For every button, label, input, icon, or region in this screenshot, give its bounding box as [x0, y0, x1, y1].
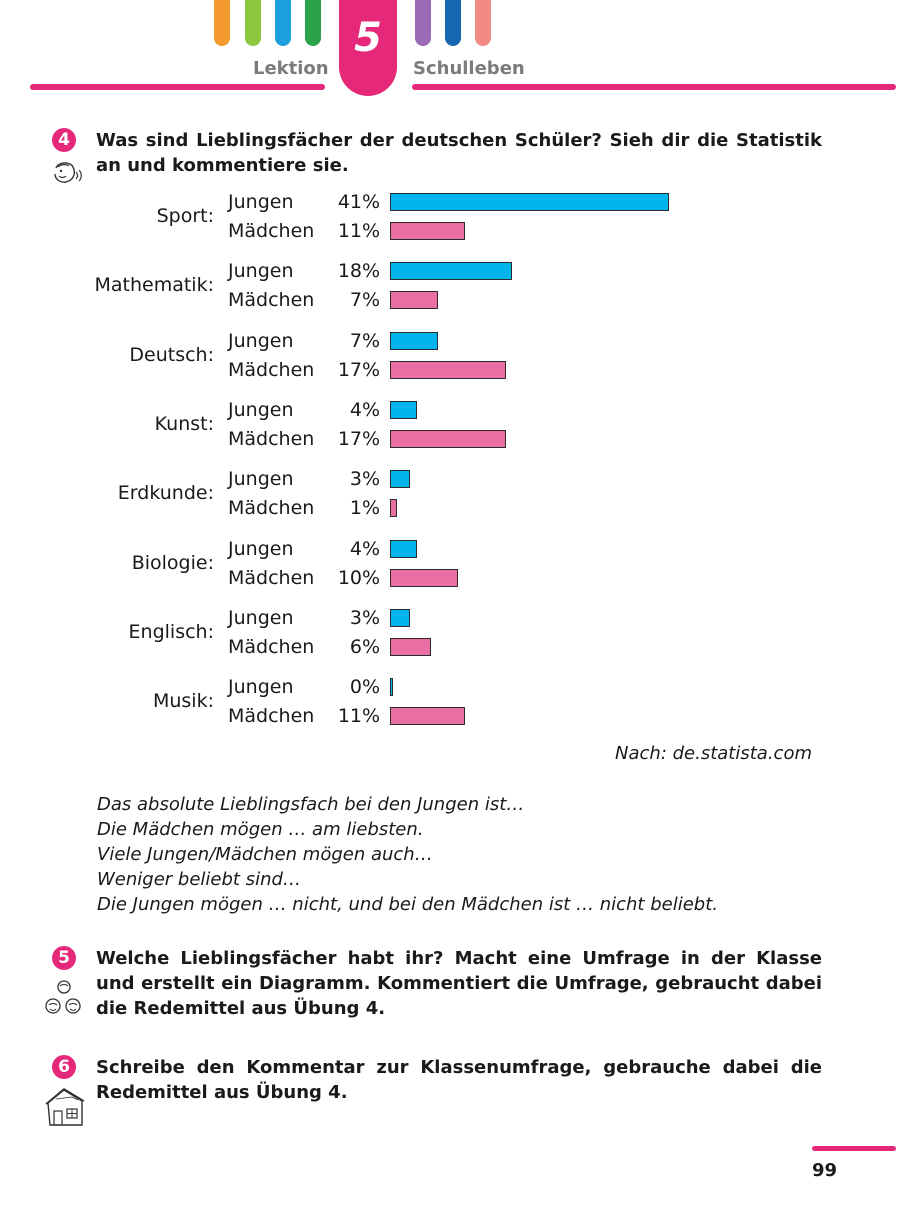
phrase-item: Die Jungen mögen … nicht, und bei den Mädchen ist … nicht beliebt.: [97, 894, 718, 915]
series-label: Jungen: [228, 260, 294, 283]
chart-source: Nach: de.statista.com: [615, 743, 812, 764]
girls-bar: [390, 707, 465, 725]
unit-title: Schulleben: [413, 58, 525, 79]
percent-sign: %: [362, 220, 381, 242]
phrase-item: Viele Jungen/Mädchen mögen auch…: [97, 844, 433, 865]
percent-sign: %: [362, 606, 381, 629]
percent-value: 7: [349, 289, 362, 312]
series-label: Mädchen: [228, 566, 315, 589]
subject-label: Erdkunde:: [117, 482, 214, 505]
percent-value: 10: [337, 566, 362, 589]
header-rule-right: [412, 84, 896, 90]
task-6: [52, 1055, 822, 1105]
boys-bar: [390, 332, 438, 350]
boys-bar: [390, 540, 417, 558]
percent-sign: %: [362, 497, 381, 520]
series-label: Mädchen: [228, 289, 315, 312]
favorite-subjects-chart: [0, 186, 924, 726]
boys-bar: [390, 262, 512, 280]
subject-label: Sport:: [156, 205, 214, 227]
percent-sign: %: [362, 537, 381, 560]
task-number: 5: [52, 946, 76, 970]
subject-label: Musik:: [152, 690, 214, 713]
lektion-label: Lektion: [253, 58, 329, 79]
phrase-item: Weniger beliebt sind…: [97, 869, 301, 890]
task-instruction: Welche Lieblingsfächer habt ihr? Macht eine Umfrage in der Klasse und erstellt ein Diagramm. Kommentiert die Umfrage, gebraucht dabei die Redemittel aus Übung 4.: [96, 948, 822, 1019]
percent-value: 7: [349, 329, 362, 352]
girls-bar: [390, 430, 506, 448]
series-label: Mädchen: [228, 427, 315, 450]
percent-value: 1: [349, 497, 362, 520]
percent-value: 6: [349, 635, 362, 658]
phrase-item: Die Mädchen mögen … am liebsten.: [97, 819, 424, 840]
percent-value: 4: [349, 398, 362, 421]
series-label: Mädchen: [228, 358, 315, 381]
boys-bar: [390, 470, 410, 488]
percent-sign: %: [362, 705, 381, 728]
subject-label: Deutsch:: [129, 343, 214, 366]
percent-value: 11: [337, 705, 362, 728]
girls-bar: [390, 222, 465, 240]
percent-value: 17: [337, 427, 362, 450]
color-tab: [475, 0, 491, 46]
girls-bar: [390, 291, 438, 309]
percent-value: 17: [337, 358, 362, 381]
series-label: Jungen: [228, 676, 294, 699]
girls-bar: [390, 638, 431, 656]
color-tab: [275, 0, 291, 46]
task-4: [52, 128, 822, 178]
girls-bar: [390, 361, 506, 379]
color-tab: [305, 0, 321, 46]
color-tab: [415, 0, 431, 46]
boys-bar: [390, 193, 669, 211]
percent-sign: %: [362, 191, 381, 213]
color-tab: [214, 0, 230, 46]
percent-value: 3: [349, 468, 362, 491]
footer-rule: [812, 1146, 896, 1151]
boys-bar: [390, 678, 393, 696]
series-label: Jungen: [228, 191, 294, 213]
task-number: 4: [52, 128, 76, 152]
series-label: Jungen: [228, 398, 294, 421]
percent-sign: %: [362, 635, 381, 658]
color-tab: [445, 0, 461, 46]
phrase-list: [97, 792, 827, 917]
percent-sign: %: [362, 566, 381, 589]
header-color-tabs: [0, 0, 924, 50]
subject-label: Englisch:: [128, 620, 214, 643]
series-label: Mädchen: [228, 497, 315, 520]
series-label: Jungen: [228, 329, 294, 352]
boys-bar: [390, 401, 417, 419]
lesson-number: 5: [354, 15, 382, 61]
house-icon: [44, 1085, 88, 1129]
percent-value: 41: [337, 191, 362, 213]
color-tab: [245, 0, 261, 46]
percent-sign: %: [362, 398, 381, 421]
subject-label: Biologie:: [131, 551, 214, 574]
percent-value: 18: [337, 260, 362, 283]
percent-value: 11: [337, 220, 362, 242]
group-talk-icon: [44, 978, 84, 1018]
subject-label: Kunst:: [154, 412, 214, 435]
girls-bar: [390, 569, 458, 587]
series-label: Jungen: [228, 468, 294, 491]
percent-value: 4: [349, 537, 362, 560]
header-rule-left: [30, 84, 325, 90]
subject-label: Mathematik:: [94, 274, 214, 297]
task-number: 6: [52, 1055, 76, 1079]
series-label: Jungen: [228, 537, 294, 560]
percent-sign: %: [362, 468, 381, 491]
task-5: [52, 946, 822, 1021]
series-label: Mädchen: [228, 635, 315, 658]
task-instruction: Was sind Lieblingsfächer der deutschen Schüler? Sieh dir die Statistik an und kommentiere sie.: [96, 130, 822, 176]
percent-value: 3: [349, 606, 362, 629]
lesson-number-badge: [339, 0, 397, 96]
percent-sign: %: [362, 289, 381, 312]
percent-sign: %: [362, 676, 381, 699]
percent-value: 0: [349, 676, 362, 699]
task-instruction: Schreibe den Kommentar zur Klassenumfrage, gebrauche dabei die Redemittel aus Übung 4.: [96, 1057, 822, 1103]
percent-sign: %: [362, 329, 381, 352]
series-label: Jungen: [228, 606, 294, 629]
page-number: 99: [812, 1160, 838, 1181]
percent-sign: %: [362, 260, 381, 283]
phrase-item: Das absolute Lieblingsfach bei den Jungen ist…: [97, 794, 525, 815]
series-label: Mädchen: [228, 705, 315, 728]
boys-bar: [390, 609, 410, 627]
girls-bar: [390, 499, 397, 517]
speaking-face-icon: [52, 160, 82, 186]
series-label: Mädchen: [228, 220, 315, 242]
percent-sign: %: [362, 358, 381, 381]
percent-sign: %: [362, 427, 381, 450]
